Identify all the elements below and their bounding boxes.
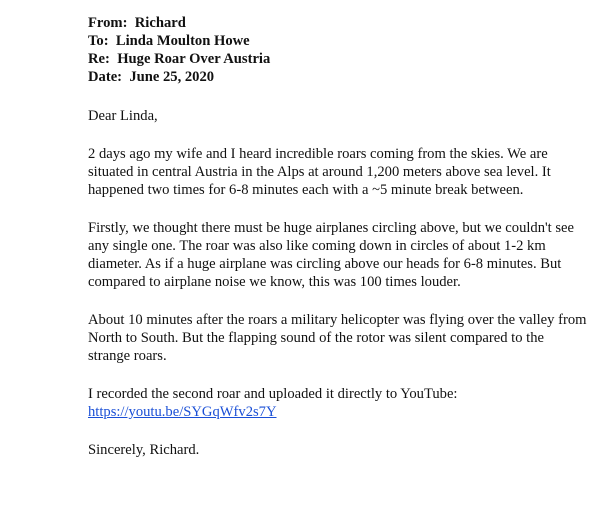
re-line: Re: Huge Roar Over Austria	[88, 51, 271, 67]
youtube-link[interactable]: https://youtu.be/SYGqWfv2s7Y	[88, 404, 277, 420]
paragraph-1: 2 days ago my wife and I heard incredible roars coming from the skies. We are situated in central Austria in the Alps at around 1,200 meters above sea level. It happened two times for 6-8 minutes each with a ~5 minute break between.	[88, 146, 551, 198]
to-line: To: Linda Moulton Howe	[88, 33, 250, 49]
paragraph-3: About 10 minutes after the roars a military helicopter was flying over the valley from North to South. But the flapping sound of the rotor was silent compared to the strange roars.	[88, 312, 587, 364]
re-value: Huge Roar Over Austria	[117, 51, 271, 67]
upload-text: I recorded the second roar and uploaded it directly to YouTube:	[88, 386, 458, 402]
closing: Sincerely, Richard.	[88, 442, 200, 458]
date-line: Date: June 25, 2020	[88, 69, 215, 85]
letter	[88, 14, 588, 459]
date-value: June 25, 2020	[129, 69, 215, 85]
from-value: Richard	[134, 15, 186, 31]
from-line: From: Richard	[88, 15, 186, 31]
upload-paragraph	[88, 385, 588, 421]
letter-header	[88, 14, 588, 86]
greeting: Dear Linda,	[88, 108, 158, 124]
paragraph-2: Firstly, we thought there must be huge airplanes circling above, but we couldn't see any single one. The roar was also like coming down in circles of about 1-2 km diameter. As if a huge airplane was circling above our heads for 6-8 minutes. But compared to airplane noise we know, this was 100 times louder.	[88, 220, 574, 290]
to-value: Linda Moulton Howe	[115, 33, 250, 49]
